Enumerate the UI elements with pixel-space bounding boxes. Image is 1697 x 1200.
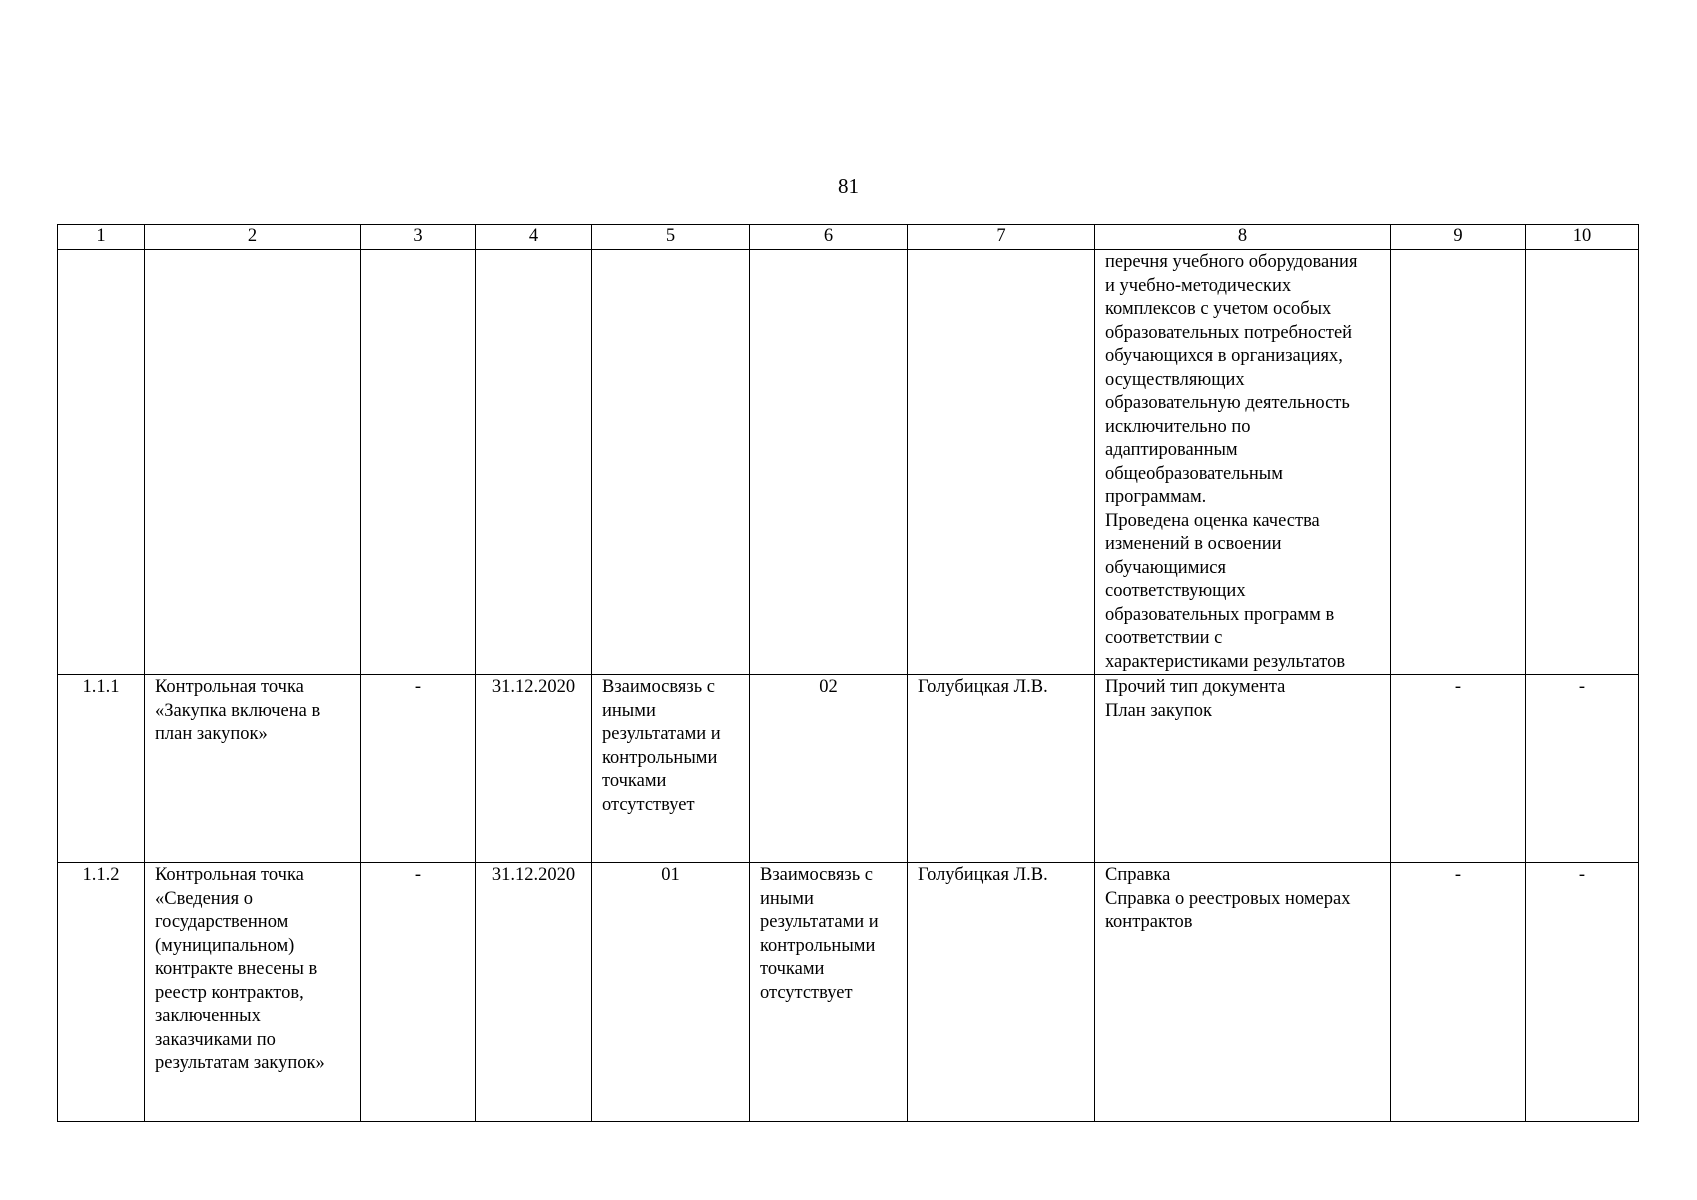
empty-cell xyxy=(750,250,908,675)
empty-cell xyxy=(476,250,592,675)
continuation-row xyxy=(58,250,1639,675)
checkpoint-name: Контрольная точка «Сведения о государственном (муниципальном) контракте внесены в реестр контрактов, заключенных заказчиками по результатам закупок» xyxy=(145,863,361,1122)
column-number-9: 9 xyxy=(1391,225,1526,250)
column-number-5: 5 xyxy=(592,225,750,250)
responsible-person: Голубицкая Л.В. xyxy=(908,675,1095,863)
row-number: 1.1.2 xyxy=(58,863,145,1122)
empty-cell xyxy=(145,250,361,675)
document-type: Прочий тип документа План закупок xyxy=(1095,675,1391,863)
due-date: 31.12.2020 xyxy=(476,675,592,863)
col10-value: - xyxy=(1526,863,1639,1122)
col10-value: - xyxy=(1526,675,1639,863)
col9-value: - xyxy=(1391,863,1526,1122)
empty-cell xyxy=(1526,250,1639,675)
column-number-7: 7 xyxy=(908,225,1095,250)
empty-cell xyxy=(908,250,1095,675)
empty-cell xyxy=(361,250,476,675)
row-number: 1.1.1 xyxy=(58,675,145,863)
empty-cell xyxy=(58,250,145,675)
relationship-note: Взаимосвязь с иными результатами и контрольными точками отсутствует xyxy=(750,863,908,1122)
col9-value: - xyxy=(1391,675,1526,863)
table-row xyxy=(58,675,1639,863)
relationship-note: Взаимосвязь с иными результатами и контрольными точками отсутствует xyxy=(592,675,750,863)
column-number-4: 4 xyxy=(476,225,592,250)
column-number-8: 8 xyxy=(1095,225,1391,250)
empty-cell xyxy=(1391,250,1526,675)
code-value: 02 xyxy=(750,675,908,863)
page-number: 81 xyxy=(838,174,859,198)
col3-value: - xyxy=(361,863,476,1122)
code-value: 01 xyxy=(592,863,750,1122)
due-date: 31.12.2020 xyxy=(476,863,592,1122)
checkpoint-name: Контрольная точка «Закупка включена в план закупок» xyxy=(145,675,361,863)
column-number-10: 10 xyxy=(1526,225,1639,250)
empty-cell xyxy=(592,250,750,675)
responsible-person: Голубицкая Л.В. xyxy=(908,863,1095,1122)
continuation-text: перечня учебного оборудования и учебно-методических комплексов с учетом особых образовательных потребностей обучающихся в организациях, осуществляющих образовательную деятельность исключительно по адаптированным общеобразовательным программам. Проведена оценка качества изменений в освоении обучающимися соответствующих образовательных программ в соответствии с характеристиками результатов xyxy=(1095,250,1391,675)
table-row xyxy=(58,863,1639,1122)
column-number-3: 3 xyxy=(361,225,476,250)
col3-value: - xyxy=(361,675,476,863)
column-number-1: 1 xyxy=(58,225,145,250)
column-number-6: 6 xyxy=(750,225,908,250)
plan-table xyxy=(57,224,1639,1122)
column-number-row xyxy=(58,225,1639,250)
column-number-2: 2 xyxy=(145,225,361,250)
document-type: Справка Справка о реестровых номерах контрактов xyxy=(1095,863,1391,1122)
